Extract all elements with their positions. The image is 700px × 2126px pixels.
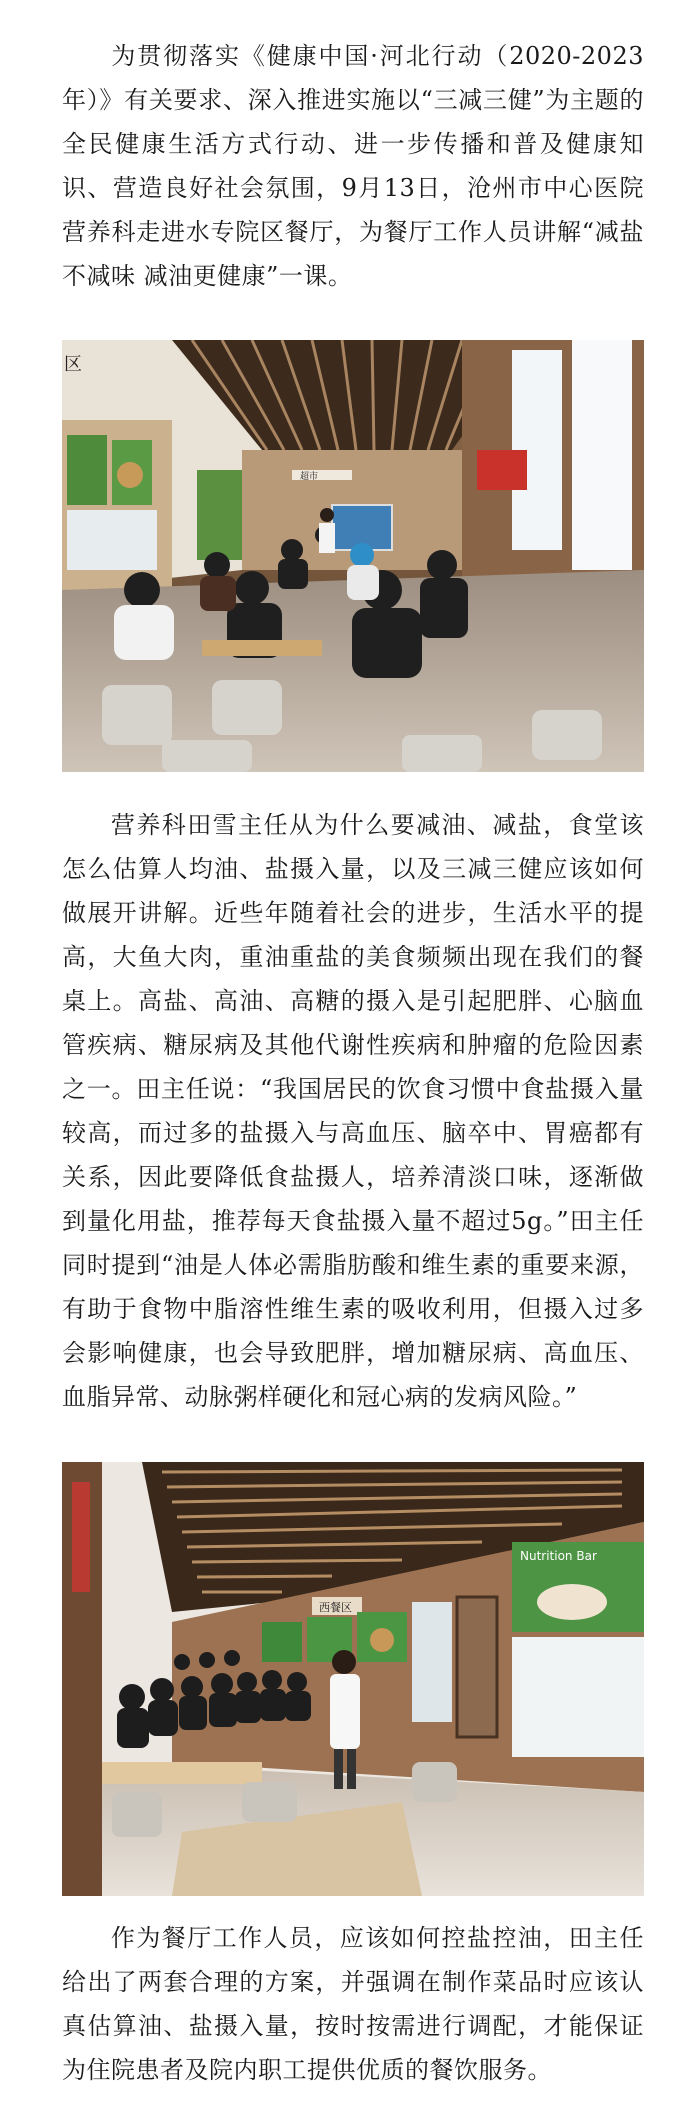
lecture-photo-1: [62, 340, 644, 772]
photo2-sign-right: Nutrition Bar: [520, 1549, 597, 1563]
intro-paragraph: 为贯彻落实《健康中国·河北行动（2020-2023年）》有关要求、深入推进实施以“三减三健”为主题的全民健康生活方式行动、进一步传播和普及健康知识、营造良好社会氛围，9月13日，沧州市中心医院营养科走进水专院区餐厅，为餐厅工作人员讲解“减盐不减味 减油更健康”一课。: [62, 42, 644, 290]
body-paragraph: 营养科田雪主任从为什么要减油、减盐，食堂该怎么估算人均油、盐摄入量，以及三减三健应该如何做展开讲解。近些年随着社会的进步，生活水平的提高，大鱼大肉，重油重盐的美食频频出现在我们的餐桌上。高盐、高油、高糖的摄入是引起肥胖、心脑血管疾病、糖尿病及其他代谢性疾病和肿瘤的危险因素之一。田主任说：“我国居民的饮食习惯中食盐摄入量较高，而过多的盐摄入与高血压、脑卒中、胃癌都有关系，因此要降低食盐摄人，培养清淡口味，逐渐做到量化用盐，推荐每天食盐摄入量不超过5g。”田主任同时提到“油是人体必需脂肪酸和维生素的重要来源，有助于食物中脂溶性维生素的吸收利用，但摄入过多会影响健康，也会导致肥胖，增加糖尿病、高血压、血脂异常、动脉粥样硬化和冠心病的发病风险。”: [62, 811, 644, 1411]
photo1-sign-left: 区: [64, 354, 82, 375]
lecture-photo-2: [62, 1462, 644, 1896]
closing-paragraph: 作为餐厅工作人员，应该如何控盐控油，田主任给出了两套合理的方案，并强调在制作菜品时应该认真估算油、盐摄入量，按时按需进行调配，才能保证为住院患者及院内职工提供优质的餐饮服务。: [62, 1924, 644, 2084]
photo2-sign-center: 西餐区: [319, 1601, 352, 1614]
photo1-sign-center: 超市: [300, 472, 319, 482]
